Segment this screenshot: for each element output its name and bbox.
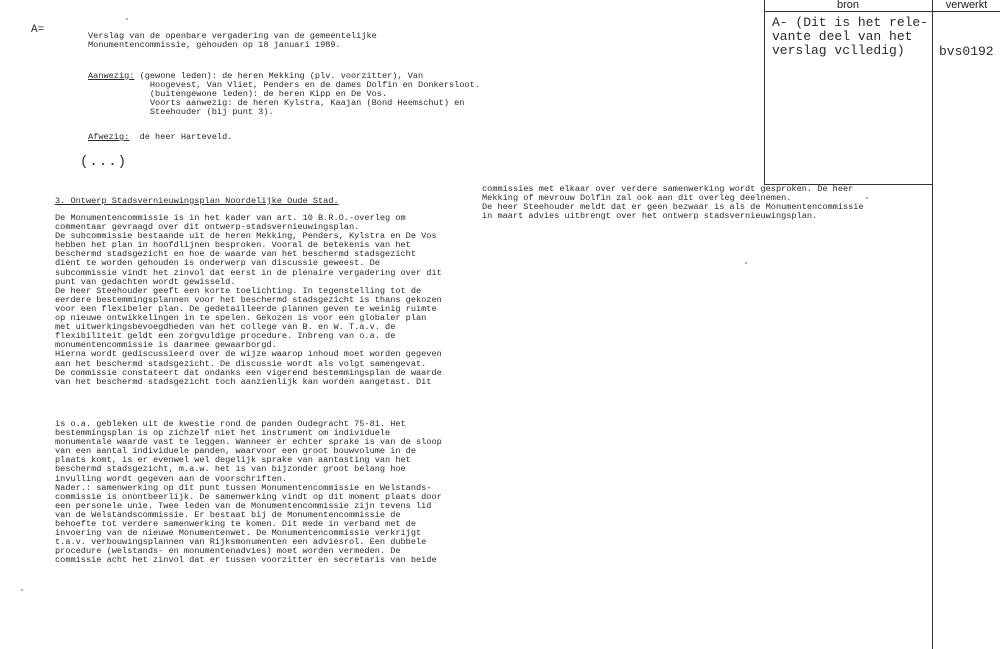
meta-column-divider (932, 0, 933, 649)
meta-header-verwerkt: verwerkt (945, 0, 988, 11)
section-column-2: commissies met elkaar over verdere samenwerking wordt gesproken. De heer Mekking of mevrouw Dolfin zal ook aan dit overleg deelnemen. De heer Steehouder meldt dat er geen bezwaar is als de Monumentencommissie in maart advies uitbrengt over het ontwerp stadsvernieuwingsplan. (482, 184, 864, 222)
omission-mark: (...) (80, 154, 128, 170)
present-label: Aanwezig: (88, 71, 135, 81)
present-text: (gewone leden): de heren Mekking (plv. voorzitter), Van Hoogevest, Van Vliet, Penders en de dames Dolfin en Donkersloot. (buitengewone leden): de heren Kipp en De Vos. Voorts aanwezig: de heren Kylstra, Kaajan (Bond Heemschut) en Steehouder (bij punt 3). (139, 71, 480, 118)
corner-mark: A= (31, 24, 45, 36)
document-title: Verslag van de openbare vergadering van de gemeentelijke Monumentencommissie, gehouden op 18 januari 1989. (88, 31, 377, 51)
absent-text: de heer Harteveld. (129, 132, 233, 142)
attendance-present (88, 72, 480, 117)
absent-label: Afwezig: (88, 132, 130, 142)
scan-speck (745, 262, 747, 264)
section-heading-text: 3. Ontwerp Stadsvernieuwingsplan Noordelijke Oude Stad. (55, 196, 339, 206)
meta-bron-text: A- (Dit is het rele- vante deel van het verslag vclledig) (772, 15, 929, 58)
meta-verwerkt-code: bvs0192 (939, 44, 994, 59)
meta-header-rule (764, 11, 1000, 12)
attendance-absent (88, 133, 232, 142)
meta-header-bron: bron (836, 0, 860, 11)
scan-speck (126, 18, 128, 20)
scan-speck (21, 589, 23, 591)
section-paragraph-1: De Monumentencommissie is in het kader van art. 10 B.R.O.-overleg om commentaar gevraagd over dit ontwerp-stadsvernieuwingsplan. De subcommissie bestaande uit de heren Mekking, Penders, Kylstra en De Vos hebben het plan in hoofdlijnen besproken. Vooral de betekenis van het beschermd stadsgezicht en hoe de waarde van het beschermd stadsgezicht dient te worden gehouden is onderwerp van discussie geweest. De subcommissie vindt het zinvol dat eerst in de plenaire vergadering over dit punt van gedachten wordt gewisseld. De heer Steehouder geeft een korte toelichting. In tegenstelling tot de eerdere bestemmingsplannen voor het beschermd stadsgezicht is thans gekozen voor een flexibeler plan. De gedetailleerde plannen geven te weinig ruimte op nieuwe ontwikkelingen in te spelen. Gekozen is voor een globaler plan met uitwerkingsbevoegdheden van het college van B. en W. T.a.v. de flexibiliteit geldt een zorgvuldige procedure. Inbreng van o.a. de monumentencommissie is daarmee gewaarborgd. Hierna wordt gediscussieerd over de wijze waarop inhoud moet worden gegeven aan het beschermd stadsgezicht. De discussie wordt als volgt samengevat. De commissie constateert dat ondanks een vigerend bestemmingsplan de waarde van het beschermd stadsgezicht toch aanzienlijk kan worden aangetast. Dit (55, 213, 442, 387)
section-paragraph-2: is o.a. gebleken uit de kwestie rond de panden Oudegracht 75-81. Het bestemmingsplan is op zichzelf niet het instrument om individuele monumentale waarde vast te leggen. Wanneer er echter sprake is van de sloop van een aantal individuele panden, waarvoor een groot bouwvolume in de plaats komt, is er evenwel wel degelijk sprake van aantasting van het beschermd stadsgezicht, m.a.w. het is van bijzonder groot belang hoe invulling wordt gegeven aan de voorschriften. Nader.: samenwerking op dit punt tussen Monumentencommissie en Welstands- commissie is onontbeerlijk. De samenwerking vindt op dit moment plaats door een personele unie. Twee leden van de Monumentencommissie zijn tevens lid van de Welstandscommissie. Er bestaat bij de Monumentencommissie de behoefte tot verdere samenwerking te komen. Dit mede in verband met de invoering van de nieuwe Monumentenwet. De Monumentencommissie verkrijgt t.a.v. verbouwingsplannen van Rijksmonumenten een adviesrol. Een dubbele procedure (welstands- en monumentenadvies) moet worden vermeden. De commissie acht het zinvol dat er tussen voorzitter en secretaris van beide (55, 419, 442, 566)
archive-meta-table (764, 0, 1000, 649)
section-heading (55, 197, 339, 206)
meta-left-border (764, 0, 765, 184)
scan-speck (866, 197, 868, 199)
